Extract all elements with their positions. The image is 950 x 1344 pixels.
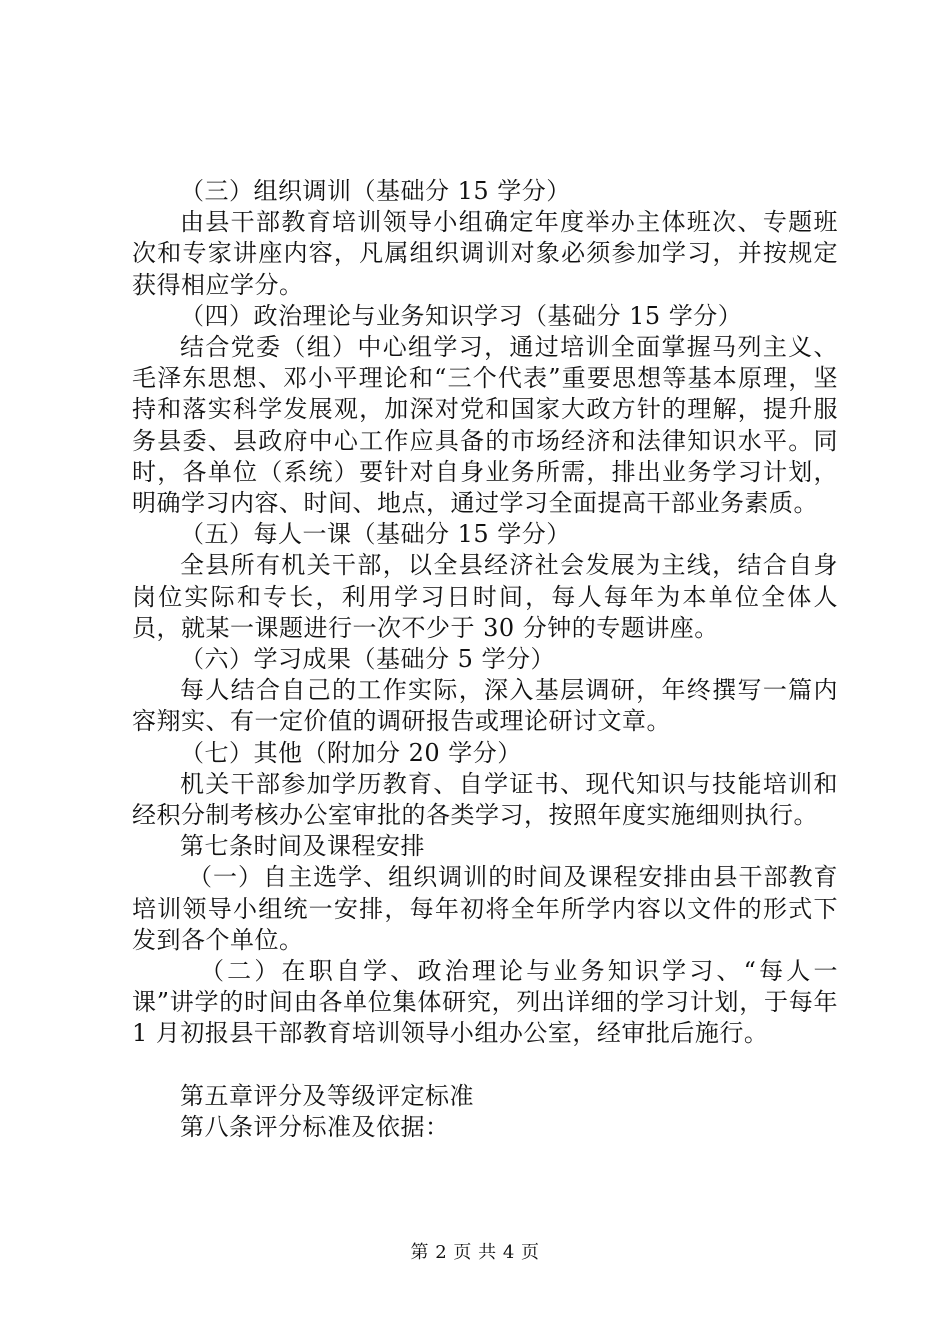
paragraph: 机关干部参加学历教育、自学证书、现代知识与技能培训和经积分制考核办公室审批的各类学习，按照年度实施细则执行。 [132,769,838,830]
blank-line [132,1050,838,1081]
section-heading: （七）其他（附加分 20 学分） [180,738,522,767]
document-body [132,176,838,1143]
section-heading: （五）每人一课（基础分 15 学分） [180,520,571,549]
section-heading: （四）政治理论与业务知识学习（基础分 15 学分） [180,301,743,330]
page-footer: 第 2 页 共 4 页 [410,1242,540,1263]
paragraph: 由县干部教育培训领导小组确定年度举办主体班次、专题班次和专家讲座内容，凡属组织调训对象必须参加学习，并按规定获得相应学分。 [132,208,838,299]
paragraph: （一）自主选学、组织调训的时间及课程安排由县干部教育培训领导小组统一安排，每年初将全年所学内容以文件的形式下发到各个单位。 [132,863,838,954]
article-heading: 第八条评分标准及依据： [180,1112,450,1141]
section-heading: （六）学习成果（基础分 5 学分） [180,645,556,674]
paragraph: 全县所有机关干部，以全县经济社会发展为主线，结合自身岗位实际和专长，利用学习日时间，每人每年为本单位全体人员，就某一课题进行一次不少于 30 分钟的专题讲座。 [132,551,838,642]
chapter-heading: 第五章评分及等级评定标准 [180,1081,474,1110]
section-heading: （三）组织调训（基础分 15 学分） [180,177,571,205]
article-heading: 第七条时间及课程安排 [180,832,425,861]
paragraph: 每人结合自己的工作实际，深入基层调研，年终撰写一篇内容翔实、有一定价值的调研报告或理论研讨文章。 [132,676,838,736]
paragraph: （二）在职自学、政治理论与业务知识学习、“每人一课”讲学的时间由各单位集体研究，列出详细的学习计划，于每年 1 月初报县干部教育培训领导小组办公室，经审批后施行。 [132,957,838,1048]
paragraph: 结合党委（组）中心组学习，通过培训全面掌握马列主义、毛泽东思想、邓小平理论和“三个代表”重要思想等基本原理，坚持和落实科学发展观，加深对党和国家大政方针的理解，提升服务县委、县政府中心工作应具备的市场经济和法律知识水平。同时，各单位（系统）要针对自身业务所需，排出业务学习计划，明确学习内容、时间、地点，通过学习全面提高干部业务素质。 [132,333,838,518]
